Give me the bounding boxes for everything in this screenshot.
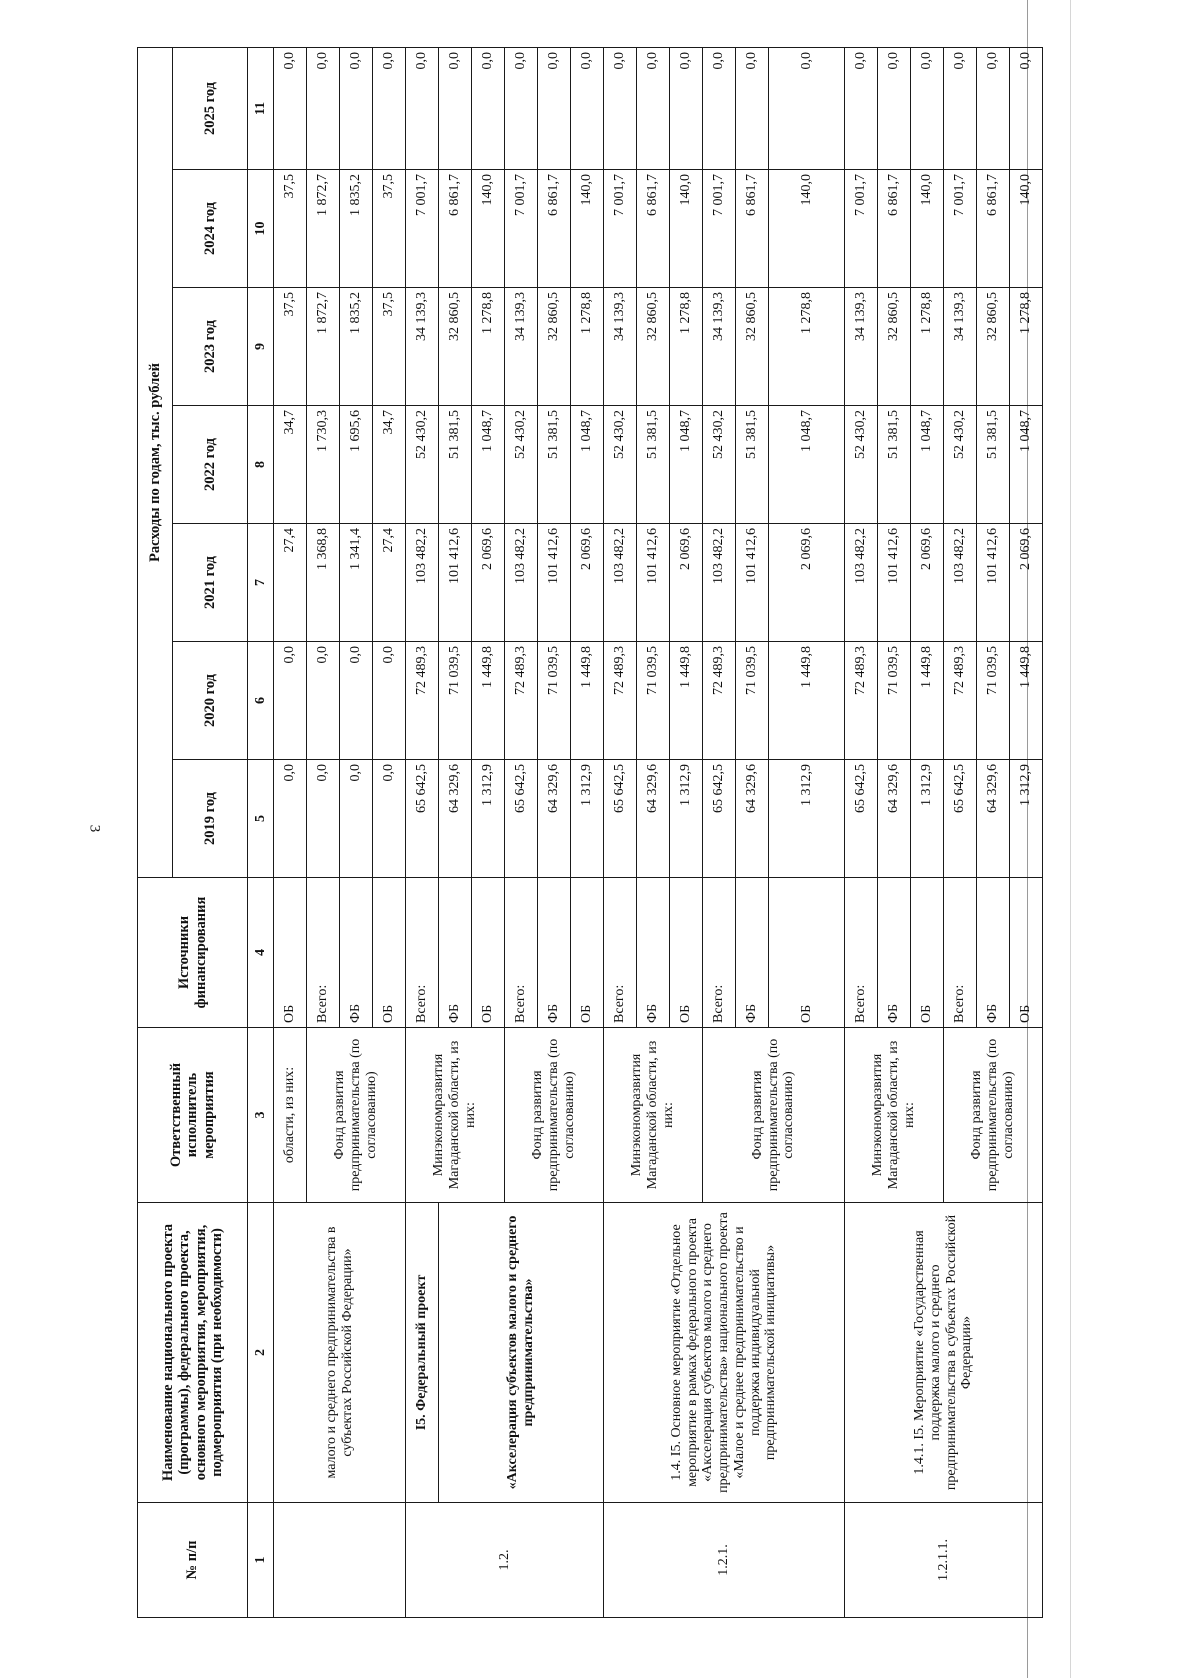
- value-cell: 0,0: [373, 47, 406, 169]
- value-cell: 103 482,2: [406, 524, 439, 642]
- value-cell: 37,5: [373, 288, 406, 406]
- value-cell: 103 482,2: [505, 524, 538, 642]
- value-cell: 0,0: [670, 47, 703, 169]
- header-source: Источники финансирования: [138, 878, 248, 1028]
- value-cell: 2 069,6: [472, 524, 505, 642]
- value-cell: 32 860,5: [977, 288, 1010, 406]
- value-cell: 0,0: [505, 47, 538, 169]
- value-cell: 0,0: [307, 47, 340, 169]
- value-cell: 140,0: [571, 170, 604, 288]
- rotated-table-wrapper: [137, 48, 1034, 1618]
- value-cell: 1 695,6: [340, 406, 373, 524]
- source-cell: ОБ: [769, 878, 845, 1028]
- value-cell: 1 048,7: [571, 406, 604, 524]
- source-cell: ОБ: [274, 878, 307, 1028]
- value-cell: 6 861,7: [736, 170, 769, 288]
- value-cell: 140,0: [769, 170, 845, 288]
- value-cell: 1 278,8: [571, 288, 604, 406]
- value-cell: 71 039,5: [977, 642, 1010, 760]
- value-cell: 103 482,2: [703, 524, 736, 642]
- value-cell: 52 430,2: [604, 406, 637, 524]
- value-cell: 1 835,2: [340, 288, 373, 406]
- source-cell: ФБ: [878, 878, 911, 1028]
- value-cell: 0,0: [604, 47, 637, 169]
- value-cell: 34 139,3: [944, 288, 977, 406]
- value-cell: 65 642,5: [845, 760, 878, 878]
- value-cell: 101 412,6: [977, 524, 1010, 642]
- value-cell: 1 048,7: [670, 406, 703, 524]
- value-cell: 64 329,6: [637, 760, 670, 878]
- value-cell: 7 001,7: [944, 170, 977, 288]
- value-cell: 2 069,6: [769, 524, 845, 642]
- value-cell: 0,0: [944, 47, 977, 169]
- source-cell: ФБ: [736, 878, 769, 1028]
- value-cell: 64 329,6: [878, 760, 911, 878]
- value-cell: 2 069,6: [571, 524, 604, 642]
- value-cell: 72 489,3: [604, 642, 637, 760]
- value-cell: 34 139,3: [505, 288, 538, 406]
- value-cell: 51 381,5: [736, 406, 769, 524]
- page-number: 3: [86, 824, 103, 833]
- row-number: 1.2.1.: [604, 1503, 845, 1618]
- s12-exec-top: Минэкономразвития Магаданской области, из них:: [406, 1028, 505, 1203]
- value-cell: 65 642,5: [604, 760, 637, 878]
- source-cell: ОБ: [670, 878, 703, 1028]
- value-cell: 65 642,5: [505, 760, 538, 878]
- value-cell: 0,0: [439, 47, 472, 169]
- value-cell: 2 069,6: [911, 524, 944, 642]
- value-cell: 64 329,6: [736, 760, 769, 878]
- value-cell: 51 381,5: [439, 406, 472, 524]
- value-cell: 71 039,5: [878, 642, 911, 760]
- value-cell: 7 001,7: [406, 170, 439, 288]
- column-number-row: [248, 47, 274, 1617]
- value-cell: 1 048,7: [1010, 406, 1043, 524]
- source-cell: ФБ: [977, 878, 1010, 1028]
- value-cell: 34 139,3: [845, 288, 878, 406]
- header-year: 2023 год: [173, 288, 248, 406]
- value-cell: 7 001,7: [845, 170, 878, 288]
- value-cell: 34 139,3: [703, 288, 736, 406]
- value-cell: 71 039,5: [736, 642, 769, 760]
- value-cell: 6 861,7: [878, 170, 911, 288]
- value-cell: 27,4: [373, 524, 406, 642]
- value-cell: 1 730,3: [307, 406, 340, 524]
- value-cell: 0,0: [406, 47, 439, 169]
- column-number: 7: [248, 524, 274, 642]
- value-cell: 1 449,8: [911, 642, 944, 760]
- value-cell: 72 489,3: [944, 642, 977, 760]
- value-cell: 37,5: [373, 170, 406, 288]
- value-cell: 1 835,2: [340, 170, 373, 288]
- value-cell: 0,0: [911, 47, 944, 169]
- value-cell: 32 860,5: [637, 288, 670, 406]
- value-cell: 34,7: [274, 406, 307, 524]
- value-cell: 0,0: [274, 642, 307, 760]
- value-cell: 34,7: [373, 406, 406, 524]
- source-cell: Всего:: [406, 878, 439, 1028]
- value-cell: 103 482,2: [944, 524, 977, 642]
- value-cell: 1 312,9: [1010, 760, 1043, 878]
- value-cell: 64 329,6: [538, 760, 571, 878]
- header-year: 2022 год: [173, 406, 248, 524]
- value-cell: 1 312,9: [769, 760, 845, 878]
- value-cell: 0,0: [736, 47, 769, 169]
- source-cell: ОБ: [373, 878, 406, 1028]
- value-cell: 1 449,8: [670, 642, 703, 760]
- budget-table: [137, 47, 1043, 1618]
- value-cell: 52 430,2: [703, 406, 736, 524]
- column-number: 4: [248, 878, 274, 1028]
- value-cell: 1 312,9: [670, 760, 703, 878]
- s121-exec-fund: Фонд развития предпринимательства (по согласованию): [703, 1028, 845, 1203]
- value-cell: 2 069,6: [670, 524, 703, 642]
- value-cell: 32 860,5: [878, 288, 911, 406]
- source-cell: Всего:: [604, 878, 637, 1028]
- table-row: [845, 47, 878, 1617]
- value-cell: 64 329,6: [977, 760, 1010, 878]
- value-cell: 7 001,7: [505, 170, 538, 288]
- header-expenses: Расходы по годам, тыс. рублей: [138, 47, 173, 877]
- value-cell: 6 861,7: [977, 170, 1010, 288]
- value-cell: 51 381,5: [878, 406, 911, 524]
- value-cell: 52 430,2: [505, 406, 538, 524]
- column-number: 8: [248, 406, 274, 524]
- cont-exec-fund: Фонд развития предпринимательства (по согласованию): [307, 1028, 406, 1203]
- value-cell: 0,0: [274, 47, 307, 169]
- column-number: 5: [248, 760, 274, 878]
- value-cell: 52 430,2: [406, 406, 439, 524]
- s121-name: 1.4. I5. Основное мероприятие «Отдельное мероприятие в рамках федерального проекта «Акселерация субъектов малого и среднего предпринимательства» национального проекта «Малое и среднее предпринимательство и поддержка индивидуальной предпринимательской инициативы»: [604, 1203, 845, 1503]
- value-cell: 65 642,5: [703, 760, 736, 878]
- header-year: 2020 год: [173, 642, 248, 760]
- cont-no: [274, 1503, 406, 1618]
- value-cell: 1 278,8: [472, 288, 505, 406]
- value-cell: 64 329,6: [439, 760, 472, 878]
- value-cell: 0,0: [571, 47, 604, 169]
- value-cell: 0,0: [373, 760, 406, 878]
- s121-exec-top: Минэкономразвития Магаданской области, из них:: [604, 1028, 703, 1203]
- value-cell: 7 001,7: [604, 170, 637, 288]
- value-cell: 71 039,5: [439, 642, 472, 760]
- value-cell: 72 489,3: [845, 642, 878, 760]
- value-cell: 65 642,5: [406, 760, 439, 878]
- value-cell: 0,0: [472, 47, 505, 169]
- value-cell: 65 642,5: [944, 760, 977, 878]
- source-cell: Всего:: [505, 878, 538, 1028]
- value-cell: 140,0: [472, 170, 505, 288]
- value-cell: 0,0: [538, 47, 571, 169]
- value-cell: 0,0: [977, 47, 1010, 169]
- s1211-name: 1.4.1. I5. Мероприятие «Государственная поддержка малого и среднего предпринимательства в субъектах Российской Федерации»: [845, 1203, 1043, 1503]
- value-cell: 72 489,3: [703, 642, 736, 760]
- value-cell: 0,0: [340, 760, 373, 878]
- value-cell: 72 489,3: [505, 642, 538, 760]
- value-cell: 37,5: [274, 170, 307, 288]
- value-cell: 1 278,8: [911, 288, 944, 406]
- value-cell: 6 861,7: [637, 170, 670, 288]
- header-no: № п/п: [138, 1503, 248, 1618]
- margin-line-faint: [1070, 0, 1071, 1678]
- cont-name: малого и среднего предпринимательства в субъектах Российской Федерации»: [274, 1203, 406, 1503]
- value-cell: 1 449,8: [472, 642, 505, 760]
- value-cell: 34 139,3: [406, 288, 439, 406]
- value-cell: 140,0: [911, 170, 944, 288]
- header-year: 2019 год: [173, 760, 248, 878]
- value-cell: 52 430,2: [845, 406, 878, 524]
- s12-name-a: I5. Федеральный проект: [406, 1203, 439, 1503]
- value-cell: 1 278,8: [769, 288, 845, 406]
- s12-exec-fund: Фонд развития предпринимательства (по согласованию): [505, 1028, 604, 1203]
- value-cell: 27,4: [274, 524, 307, 642]
- value-cell: 72 489,3: [406, 642, 439, 760]
- source-cell: ФБ: [637, 878, 670, 1028]
- value-cell: 34 139,3: [604, 288, 637, 406]
- header-year: 2025 год: [173, 47, 248, 169]
- value-cell: 1 449,8: [571, 642, 604, 760]
- source-cell: ФБ: [340, 878, 373, 1028]
- value-cell: 71 039,5: [637, 642, 670, 760]
- column-number: 11: [248, 47, 274, 169]
- header-year: 2024 год: [173, 170, 248, 288]
- source-cell: Всего:: [307, 878, 340, 1028]
- table-row: [406, 47, 439, 1617]
- value-cell: 0,0: [307, 642, 340, 760]
- value-cell: 101 412,6: [736, 524, 769, 642]
- value-cell: 7 001,7: [703, 170, 736, 288]
- row-number: 1.2.1.1.: [845, 1503, 1043, 1618]
- value-cell: 1 048,7: [472, 406, 505, 524]
- column-number: 9: [248, 288, 274, 406]
- header-year: 2021 год: [173, 524, 248, 642]
- value-cell: 101 412,6: [637, 524, 670, 642]
- column-number: 3: [248, 1028, 274, 1203]
- column-number: 1: [248, 1503, 274, 1618]
- value-cell: 1 341,4: [340, 524, 373, 642]
- value-cell: 32 860,5: [736, 288, 769, 406]
- value-cell: 32 860,5: [439, 288, 472, 406]
- value-cell: 2 069,6: [1010, 524, 1043, 642]
- s1211-exec-top: Минэкономразвития Магаданской области, из них:: [845, 1028, 944, 1203]
- value-cell: 6 861,7: [538, 170, 571, 288]
- header-name: Наименование национального проекта (программы), федерального проекта, основного мероприятия, мероприятия, подмероприятия (при необходимости): [138, 1203, 248, 1503]
- s12-name-b: «Акселерация субъектов малого и среднего предпринимательства»: [439, 1203, 604, 1503]
- value-cell: 101 412,6: [538, 524, 571, 642]
- value-cell: 1 449,8: [1010, 642, 1043, 760]
- value-cell: 0,0: [1010, 47, 1043, 169]
- value-cell: 51 381,5: [538, 406, 571, 524]
- value-cell: 0,0: [340, 47, 373, 169]
- value-cell: 1 368,8: [307, 524, 340, 642]
- source-cell: Всего:: [703, 878, 736, 1028]
- value-cell: 0,0: [878, 47, 911, 169]
- value-cell: 51 381,5: [637, 406, 670, 524]
- source-cell: ОБ: [911, 878, 944, 1028]
- value-cell: 0,0: [373, 642, 406, 760]
- table-row: [604, 47, 637, 1617]
- column-number: 2: [248, 1203, 274, 1503]
- source-cell: Всего:: [944, 878, 977, 1028]
- value-cell: 51 381,5: [977, 406, 1010, 524]
- value-cell: 103 482,2: [845, 524, 878, 642]
- s1211-exec-fund: Фонд развития предпринимательства (по согласованию): [944, 1028, 1043, 1203]
- value-cell: 0,0: [703, 47, 736, 169]
- value-cell: 0,0: [340, 642, 373, 760]
- value-cell: 1 048,7: [911, 406, 944, 524]
- row-number: 1.2.: [406, 1503, 604, 1618]
- header-executor: Ответственный исполнитель мероприятия: [138, 1028, 248, 1203]
- column-number: 6: [248, 642, 274, 760]
- value-cell: 103 482,2: [604, 524, 637, 642]
- value-cell: 0,0: [307, 760, 340, 878]
- value-cell: 1 312,9: [571, 760, 604, 878]
- value-cell: 1 048,7: [769, 406, 845, 524]
- value-cell: 140,0: [1010, 170, 1043, 288]
- value-cell: 6 861,7: [439, 170, 472, 288]
- value-cell: 37,5: [274, 288, 307, 406]
- source-cell: ФБ: [538, 878, 571, 1028]
- value-cell: 0,0: [637, 47, 670, 169]
- value-cell: 140,0: [670, 170, 703, 288]
- value-cell: 0,0: [845, 47, 878, 169]
- value-cell: 1 449,8: [769, 642, 845, 760]
- value-cell: 32 860,5: [538, 288, 571, 406]
- cont-exec-top: области, из них:: [274, 1028, 307, 1203]
- table-row: [439, 47, 472, 1617]
- source-cell: ФБ: [439, 878, 472, 1028]
- value-cell: 1 278,8: [1010, 288, 1043, 406]
- source-cell: Всего:: [845, 878, 878, 1028]
- value-cell: 0,0: [274, 760, 307, 878]
- column-number: 10: [248, 170, 274, 288]
- source-cell: ОБ: [571, 878, 604, 1028]
- header-row-1: [138, 47, 173, 1617]
- value-cell: 1 872,7: [307, 288, 340, 406]
- value-cell: 101 412,6: [439, 524, 472, 642]
- value-cell: 1 312,9: [472, 760, 505, 878]
- source-cell: ОБ: [472, 878, 505, 1028]
- value-cell: 1 872,7: [307, 170, 340, 288]
- value-cell: 101 412,6: [878, 524, 911, 642]
- source-cell: ОБ: [1010, 878, 1043, 1028]
- value-cell: 52 430,2: [944, 406, 977, 524]
- value-cell: 1 312,9: [911, 760, 944, 878]
- value-cell: 1 278,8: [670, 288, 703, 406]
- value-cell: 0,0: [769, 47, 845, 169]
- table-row: [274, 47, 307, 1617]
- value-cell: 71 039,5: [538, 642, 571, 760]
